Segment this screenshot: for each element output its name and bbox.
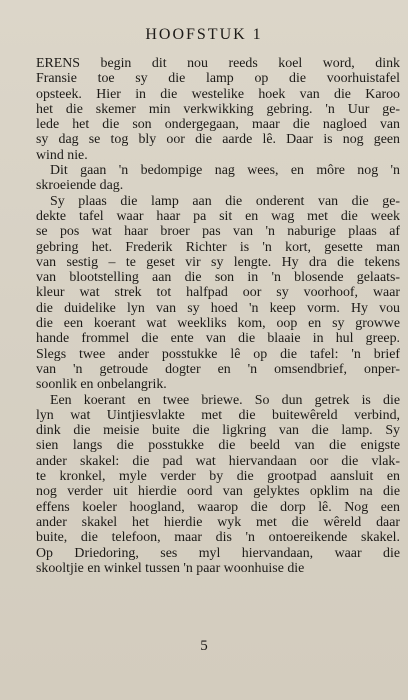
text-line: ander skakel het hierdie wyk met die wêreld daar (36, 514, 400, 530)
paragraph (36, 56, 400, 163)
text-line: sien langs die posstukke die beeld van die enigste (36, 438, 400, 454)
text-line: kleur wat strek tot halfpad oor sy voorhoof, waar (36, 285, 400, 301)
text-line: dekte tafel waar haar pa sit en wag met die week (36, 208, 400, 224)
paragraph (36, 194, 400, 393)
text-line: soonlik en onbelangrik. (36, 377, 167, 393)
text-line: gebring het. Frederik Richter is 'n kort, gesette man (36, 239, 400, 255)
text-line: ander skakel: die pad wat hiervandaan oor die vlak- (36, 453, 400, 469)
text-line: Fransie toe sy die lamp op die voorhuistafel (36, 71, 400, 87)
text-line: lyn wat Uintjiesvlakte met die buitewêreld verbind, (36, 407, 400, 423)
text-line: Op Driedoring, ses myl hiervandaan, waar die (36, 545, 400, 561)
page-number: 5 (200, 638, 208, 654)
text-line: van sestig – te geset vir sy lengte. Hy dra die tekens (36, 254, 400, 270)
paragraph (36, 393, 400, 577)
text-line: Slegs twee ander posstukke lê op die tafel: 'n brief (36, 346, 400, 362)
text-line: skroeiende dag. (36, 178, 124, 194)
text-line: nog verder uit hierdie oord van gelyktes opklim na die (36, 484, 400, 500)
text-line: se pos wat haar broer pas van 'n naburige plaas af (36, 224, 400, 240)
chapter-title: HOOFSTUK 1 (145, 26, 263, 43)
text-line: wind nie. (36, 147, 88, 163)
text-line: hande frommel die ente van die blaaie in hul greep. (36, 331, 400, 347)
text-line: die een koerant wat weekliks kom, oop en sy growwe (36, 316, 400, 332)
text-line: ERENS begin dit nou reeds koel word, dink (36, 56, 400, 71)
text-line: sy dag se tog bly oor die aarde lê. Daar is nog geen (36, 132, 400, 148)
text-line: opsteek. Hier in die westelike hoek van die Karoo (36, 86, 400, 102)
text-line: van 'n getroude dogter en 'n omsendbrief, onper- (36, 361, 400, 377)
text-line: buite, die telefoon, maar dis 'n ontoereikende skakel. (36, 530, 400, 546)
text-line: effens koeler hoogland, waarop die dorp lê. Nog een (36, 499, 400, 515)
text-line: Dit gaan 'n bedompige nag wees, en môre nog 'n (50, 163, 400, 179)
text-line: te kronkel, myle verder by die grootpad aansluit en (36, 469, 400, 485)
text-line: lede het die son ondergegaan, maar die nagloed van (36, 117, 400, 133)
text-line: die duidelike lyn van sy hoed 'n keep vorm. Hy vou (36, 300, 400, 316)
body-text (36, 56, 400, 576)
text-line: Sy plaas die lamp aan die onderent van die ge- (50, 193, 400, 209)
text-line: skooltjie en winkel tussen 'n paar woonhuise die (36, 560, 305, 576)
text-line: van blootstelling aan die son in 'n blosende gelaats- (36, 270, 400, 286)
text-line: het die skemer min verkwikking gebring. 'n Uur ge- (36, 101, 400, 117)
text-line: Een koerant en twee briewe. So dun getrek is die (50, 392, 400, 408)
text-line: dink die meisie buite die ligkring van die lamp. Sy (36, 423, 400, 439)
paragraph (36, 163, 400, 194)
